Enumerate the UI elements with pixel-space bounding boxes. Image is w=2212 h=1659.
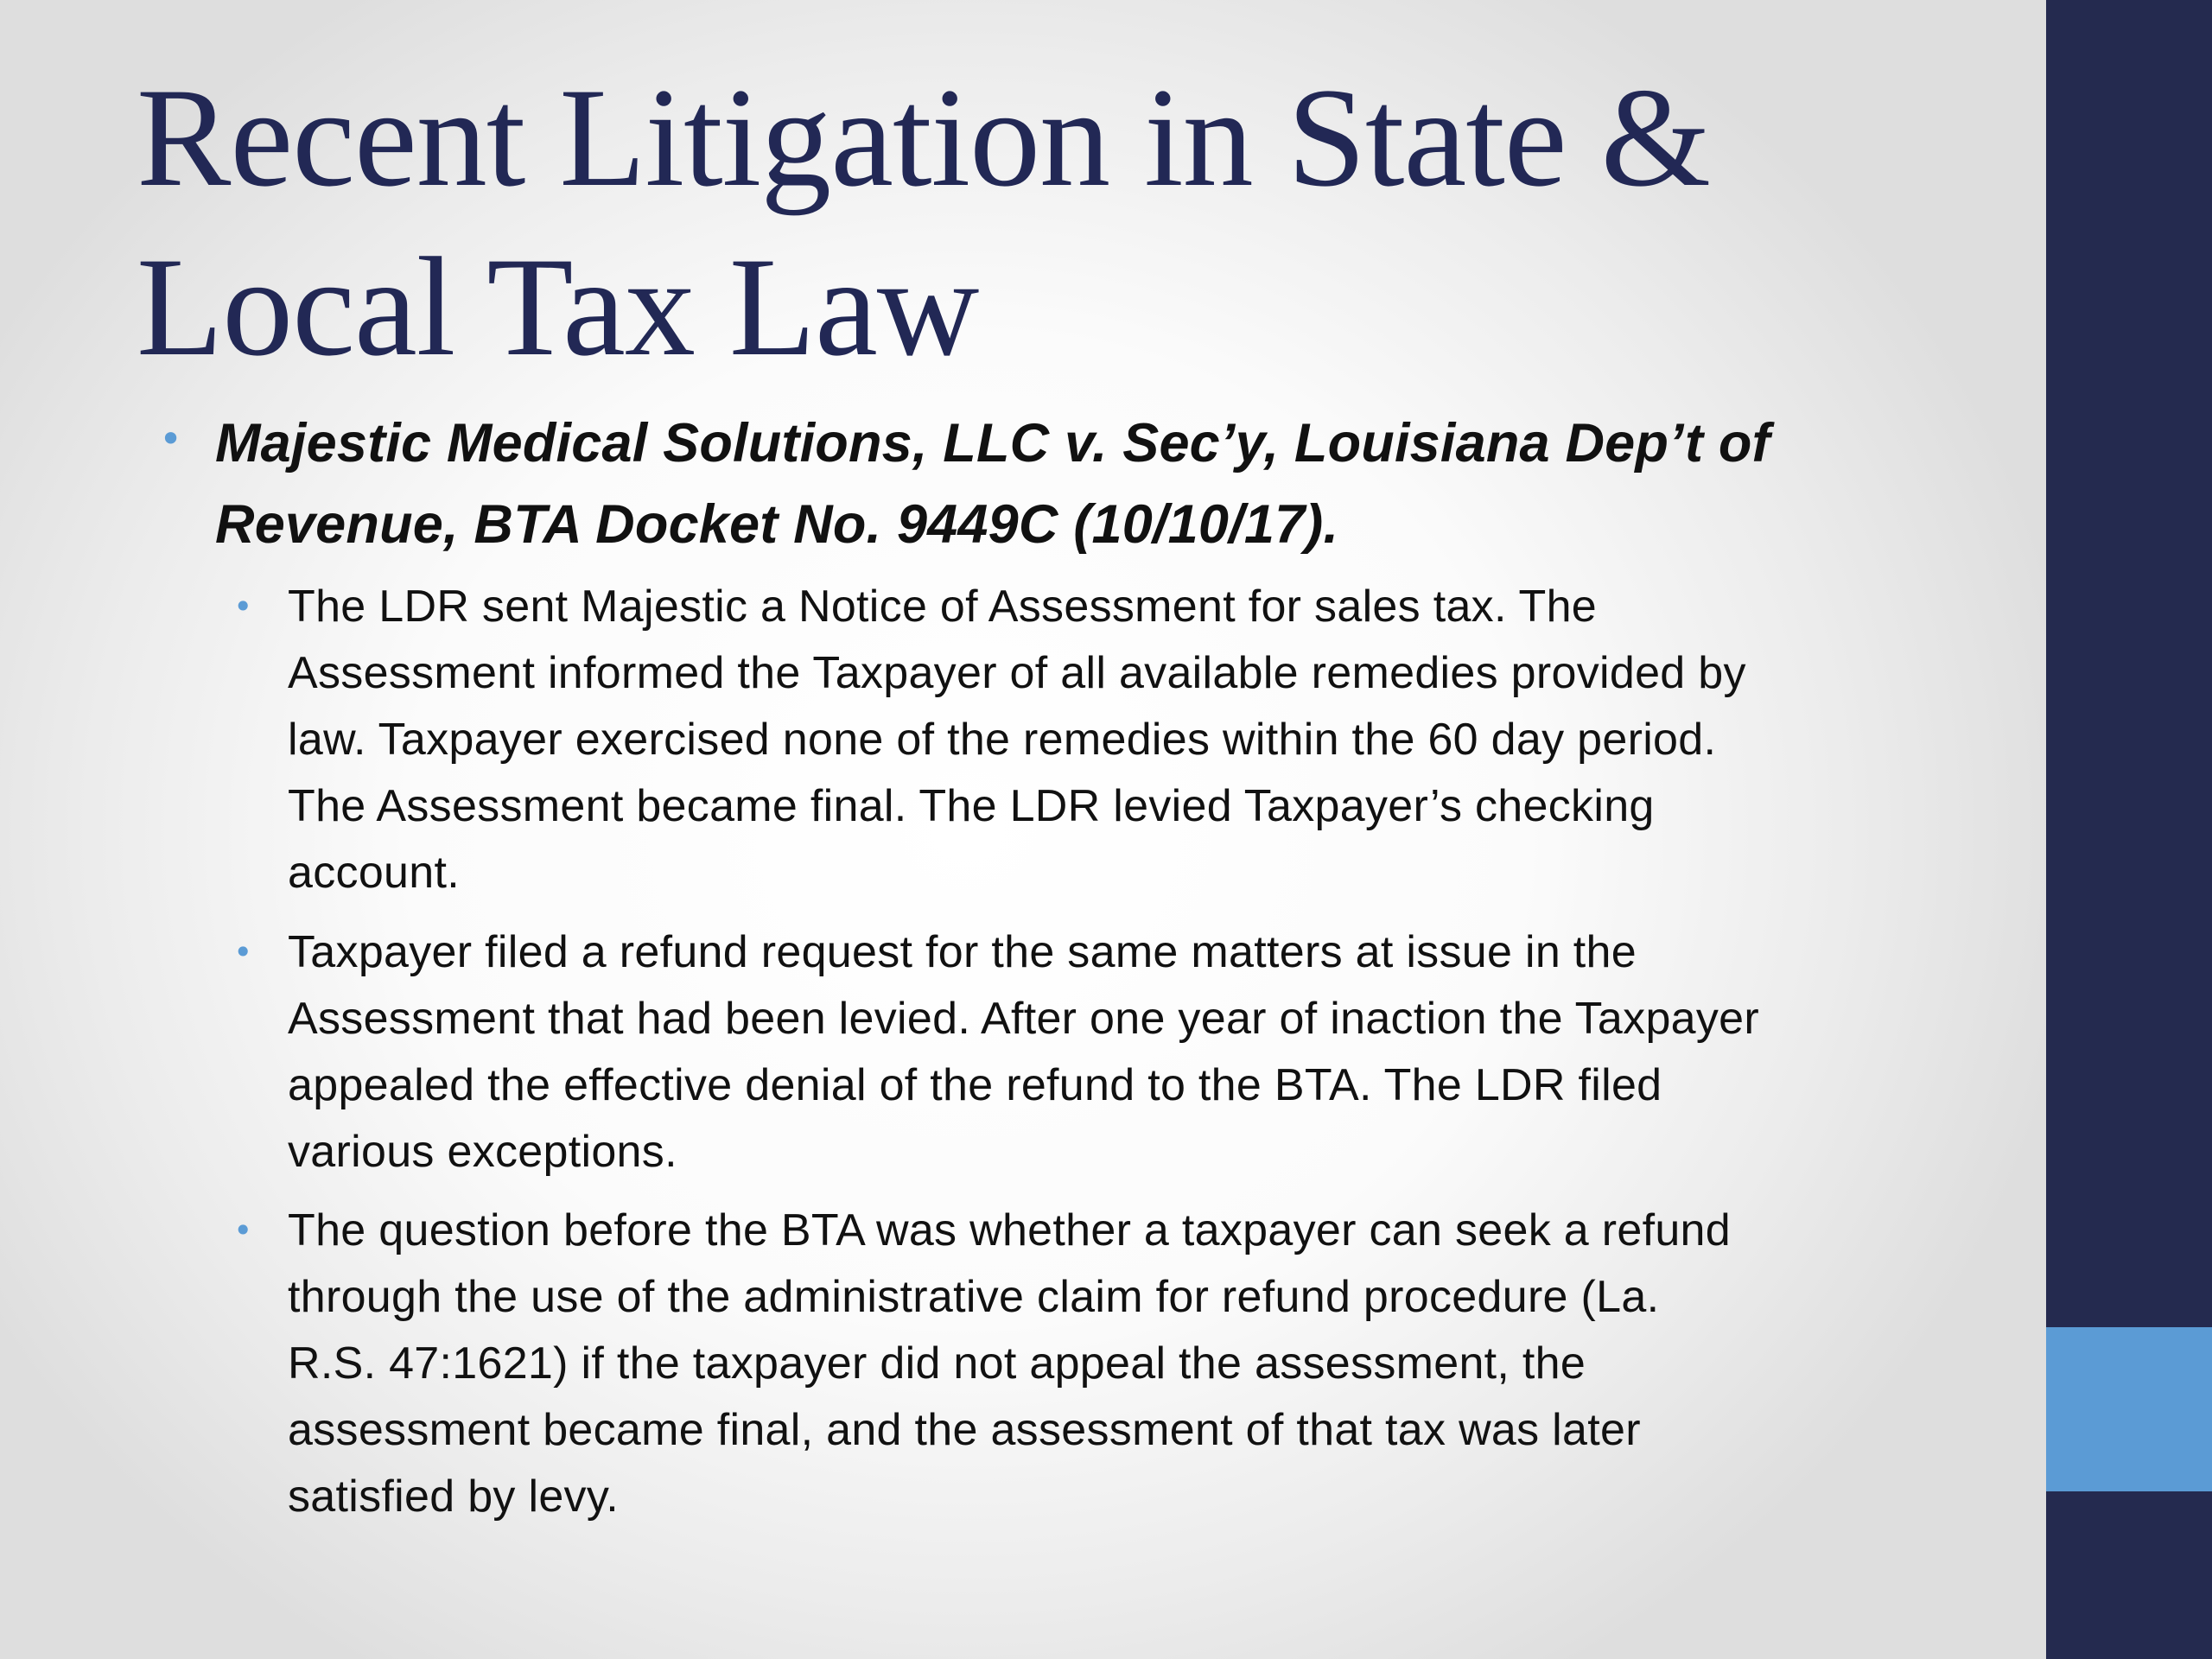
point-refund-request [288,919,1955,1185]
bullet-icon: • [233,933,253,971]
point-line: through the use of the administrative claim for refund procedure (La. [288,1272,1660,1322]
point-line: various exceptions. [288,1127,677,1177]
point-line: appealed the effective denial of the refund to the BTA. The LDR filed [288,1060,1662,1110]
bullet-icon: • [233,588,253,626]
point-question [288,1198,1955,1530]
point-line: law. Taxpayer exercised none of the remedies within the 60 day period. [288,715,1717,765]
slide-title-line-1: Recent Litigation in State & [137,60,1711,216]
point-line: The question before the BTA was whether a taxpayer can seek a refund [288,1205,1731,1255]
point-line: Taxpayer filed a refund request for the same matters at issue in the [288,927,1637,977]
point-line: satisfied by levy. [288,1471,620,1522]
point-line: account. [288,848,460,898]
slide-title-line-2: Local Tax Law [137,229,979,385]
point-assessment [288,574,1955,906]
point-line: The LDR sent Majestic a Notice of Assessment for sales tax. The [288,582,1598,632]
case-citation-line-2: Revenue, BTA Docket No. 9449C (10/10/17). [215,494,1339,555]
case-citation [215,403,2012,565]
bullet-icon: • [233,1211,253,1249]
point-line: assessment became final, and the assessment of that tax was later [288,1405,1641,1455]
point-line: R.S. 47:1621) if the taxpayer did not appeal the assessment, the [288,1338,1586,1389]
bullet-icon: • [159,416,183,462]
point-line: Assessment informed the Taxpayer of all available remedies provided by [288,648,1746,698]
case-citation-line-1: Majestic Medical Solutions, LLC v. Sec’y, Louisiana Dep’t of [215,413,1770,474]
point-line: The Assessment became final. The LDR levied Taxpayer’s checking [288,781,1655,831]
point-line: Assessment that had been levied. After one year of inaction the Taxpayer [288,994,1760,1044]
